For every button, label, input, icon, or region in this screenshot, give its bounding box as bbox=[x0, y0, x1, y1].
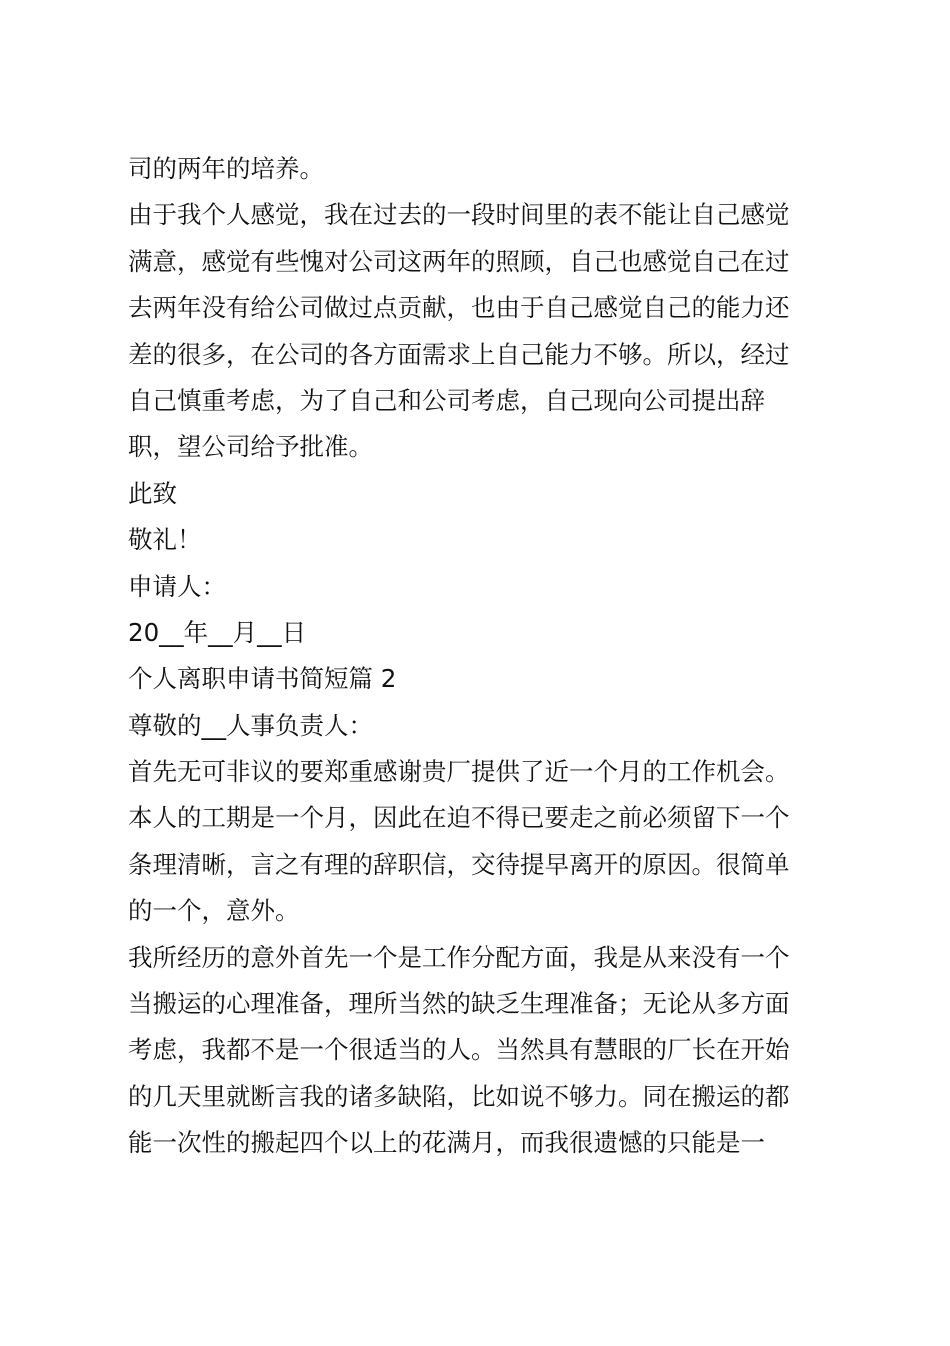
closing-salutation: 此致 bbox=[128, 478, 177, 508]
paragraph-line: 差的很多，在公司的各方面需求上自己能力不够。所以，经过 bbox=[128, 339, 790, 369]
applicant-label: 申请人： bbox=[128, 571, 226, 601]
date-line: 20__年__月__日 bbox=[128, 617, 307, 647]
paragraph-line: 首先无可非议的要郑重感谢贵厂提供了近一个月的工作机会。 bbox=[128, 757, 790, 787]
paragraph-line: 条理清晰，言之有理的辞职信，交待提早离开的原因。很简单 bbox=[128, 849, 790, 879]
paragraph-line: 我所经历的意外首先一个是工作分配方面，我是从来没有一个 bbox=[128, 942, 790, 972]
paragraph-line: 的几天里就断言我的诸多缺陷，比如说不够力。同在搬运的都 bbox=[128, 1081, 790, 1111]
document-body bbox=[128, 146, 828, 1167]
closing-regards: 敬礼！ bbox=[128, 525, 202, 555]
section-title: 个人离职申请书简短篇 2 bbox=[128, 664, 397, 694]
paragraph-line: 由于我个人感觉，我在过去的一段时间里的表不能让自己感觉 bbox=[128, 200, 790, 230]
paragraph-line: 自己慎重考虑，为了自己和公司考虑，自己现向公司提出辞 bbox=[128, 385, 765, 415]
paragraph-line: 考虑，我都不是一个很适当的人。当然具有慧眼的厂长在开始 bbox=[128, 1035, 790, 1065]
paragraph-line: 满意，感觉有些愧对公司这两年的照顾，自己也感觉自己在过 bbox=[128, 246, 790, 276]
paragraph-line: 能一次性的搬起四个以上的花满月，而我很遗憾的只能是一 bbox=[128, 1128, 765, 1158]
paragraph-line: 司的两年的培养。 bbox=[128, 154, 324, 183]
paragraph-line: 职，望公司给予批准。 bbox=[128, 432, 373, 462]
paragraph-line: 的一个，意外。 bbox=[128, 896, 300, 926]
greeting: 尊敬的__人事负责人： bbox=[128, 710, 373, 740]
paragraph-line: 去两年没有给公司做过点贡献，也由于自己感觉自己的能力还 bbox=[128, 293, 790, 323]
paragraph-line: 本人的工期是一个月，因此在迫不得已要走之前必须留下一个 bbox=[128, 803, 790, 833]
paragraph-line: 当搬运的心理准备，理所当然的缺乏生理准备；无论从多方面 bbox=[128, 989, 790, 1019]
